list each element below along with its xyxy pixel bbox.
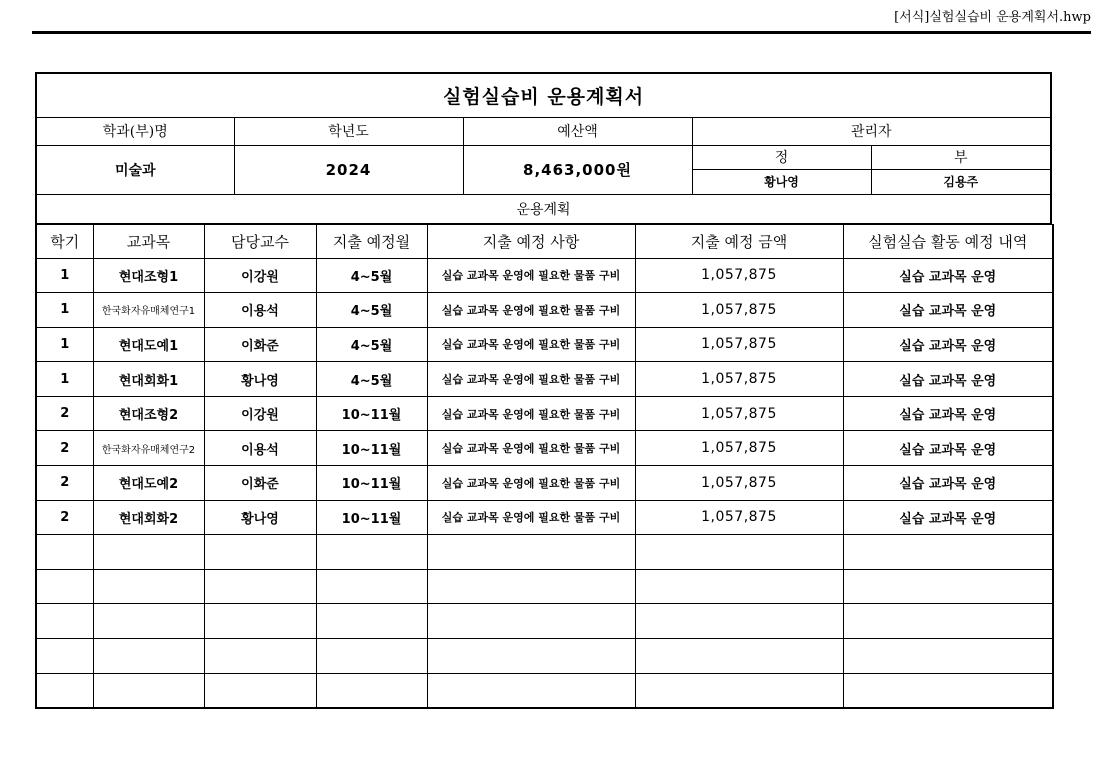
semester-cell: 2 <box>36 466 93 501</box>
empty-cell <box>316 569 427 604</box>
year-label: 학년도 <box>234 117 463 145</box>
empty-cell <box>843 604 1053 639</box>
table-row <box>36 293 1053 328</box>
column-header: 지출 예정 사항 <box>427 224 635 258</box>
empty-cell <box>93 604 204 639</box>
month-cell: 10~11월 <box>316 396 427 431</box>
activity-cell: 실습 교과목 운영 <box>843 396 1053 431</box>
item-cell: 실습 교과목 운영에 필요한 물품 구비 <box>427 396 635 431</box>
empty-cell <box>36 535 93 570</box>
amount-cell: 1,057,875 <box>635 396 843 431</box>
table-row <box>36 362 1053 397</box>
amount-cell: 1,057,875 <box>635 258 843 293</box>
empty-cell <box>635 569 843 604</box>
plan-table <box>35 224 1054 709</box>
semester-cell: 2 <box>36 500 93 535</box>
professor-cell: 이강원 <box>204 396 316 431</box>
empty-cell <box>427 569 635 604</box>
empty-cell <box>427 535 635 570</box>
top-rule <box>32 31 1091 34</box>
empty-table-row <box>36 673 1053 708</box>
professor-cell: 이강원 <box>204 258 316 293</box>
item-cell: 실습 교과목 운영에 필요한 물품 구비 <box>427 431 635 466</box>
table-row <box>36 466 1053 501</box>
empty-cell <box>635 535 843 570</box>
empty-cell <box>316 604 427 639</box>
amount-cell: 1,057,875 <box>635 293 843 328</box>
amount-cell: 1,057,875 <box>635 500 843 535</box>
amount-cell: 1,057,875 <box>635 431 843 466</box>
item-cell: 실습 교과목 운영에 필요한 물품 구비 <box>427 258 635 293</box>
empty-table-row <box>36 604 1053 639</box>
subject-cell: 현대회화1 <box>93 362 204 397</box>
activity-cell: 실습 교과목 운영 <box>843 431 1053 466</box>
primary-manager-label: 정 <box>692 145 871 169</box>
empty-table-row <box>36 569 1053 604</box>
item-cell: 실습 교과목 운영에 필요한 물품 구비 <box>427 327 635 362</box>
secondary-manager-label: 부 <box>871 145 1051 169</box>
empty-cell <box>204 569 316 604</box>
empty-cell <box>36 569 93 604</box>
month-cell: 4~5월 <box>316 293 427 328</box>
amount-cell: 1,057,875 <box>635 327 843 362</box>
empty-cell <box>93 535 204 570</box>
subject-cell: 현대조형1 <box>93 258 204 293</box>
month-cell: 4~5월 <box>316 362 427 397</box>
empty-cell <box>427 673 635 708</box>
item-cell: 실습 교과목 운영에 필요한 물품 구비 <box>427 362 635 397</box>
month-cell: 10~11월 <box>316 500 427 535</box>
professor-cell: 이화준 <box>204 327 316 362</box>
empty-cell <box>316 639 427 674</box>
professor-cell: 이화준 <box>204 466 316 501</box>
department-label: 학과(부)명 <box>36 117 234 145</box>
amount-cell: 1,057,875 <box>635 466 843 501</box>
budget-label: 예산액 <box>463 117 692 145</box>
manager-label: 관리자 <box>692 117 1051 145</box>
empty-table-row <box>36 535 1053 570</box>
activity-cell: 실습 교과목 운영 <box>843 466 1053 501</box>
empty-cell <box>316 673 427 708</box>
column-header: 실험실습 활동 예정 내역 <box>843 224 1053 258</box>
item-cell: 실습 교과목 운영에 필요한 물품 구비 <box>427 466 635 501</box>
empty-cell <box>843 673 1053 708</box>
table-row <box>36 431 1053 466</box>
empty-cell <box>93 673 204 708</box>
item-cell: 실습 교과목 운영에 필요한 물품 구비 <box>427 293 635 328</box>
empty-cell <box>204 535 316 570</box>
header-table <box>35 72 1052 224</box>
table-row <box>36 327 1053 362</box>
activity-cell: 실습 교과목 운영 <box>843 293 1053 328</box>
primary-manager-value: 황나영 <box>692 169 871 194</box>
empty-cell <box>843 535 1053 570</box>
month-cell: 10~11월 <box>316 466 427 501</box>
subject-cell: 한국화자유매체연구1 <box>93 293 204 328</box>
semester-cell: 2 <box>36 396 93 431</box>
empty-cell <box>635 604 843 639</box>
semester-cell: 1 <box>36 362 93 397</box>
empty-table-row <box>36 639 1053 674</box>
empty-cell <box>93 569 204 604</box>
semester-cell: 1 <box>36 327 93 362</box>
table-row <box>36 258 1053 293</box>
activity-cell: 실습 교과목 운영 <box>843 362 1053 397</box>
subject-cell: 현대조형2 <box>93 396 204 431</box>
column-header: 학기 <box>36 224 93 258</box>
empty-cell <box>635 639 843 674</box>
item-cell: 실습 교과목 운영에 필요한 물품 구비 <box>427 500 635 535</box>
subject-cell: 현대도예1 <box>93 327 204 362</box>
month-cell: 10~11월 <box>316 431 427 466</box>
budget-value: 8,463,000원 <box>463 145 692 194</box>
empty-cell <box>204 604 316 639</box>
semester-cell: 1 <box>36 293 93 328</box>
empty-cell <box>843 569 1053 604</box>
table-row <box>36 396 1053 431</box>
empty-cell <box>36 673 93 708</box>
semester-cell: 2 <box>36 431 93 466</box>
document-file-label: [서식]실험실습비 운용계획서.hwp <box>894 10 1091 25</box>
empty-cell <box>204 673 316 708</box>
empty-cell <box>635 673 843 708</box>
month-cell: 4~5월 <box>316 327 427 362</box>
form-title: 실험실습비 운용계획서 <box>36 73 1051 117</box>
professor-cell: 황나영 <box>204 500 316 535</box>
professor-cell: 이용석 <box>204 431 316 466</box>
year-value: 2024 <box>234 145 463 194</box>
table-row <box>36 500 1053 535</box>
semester-cell: 1 <box>36 258 93 293</box>
professor-cell: 황나영 <box>204 362 316 397</box>
activity-cell: 실습 교과목 운영 <box>843 258 1053 293</box>
empty-cell <box>316 535 427 570</box>
amount-cell: 1,057,875 <box>635 362 843 397</box>
activity-cell: 실습 교과목 운영 <box>843 327 1053 362</box>
empty-cell <box>427 604 635 639</box>
empty-cell <box>93 639 204 674</box>
empty-cell <box>204 639 316 674</box>
empty-cell <box>36 639 93 674</box>
activity-cell: 실습 교과목 운영 <box>843 500 1053 535</box>
subject-cell: 현대회화2 <box>93 500 204 535</box>
empty-cell <box>843 639 1053 674</box>
subject-cell: 한국화자유매체연구2 <box>93 431 204 466</box>
empty-cell <box>427 639 635 674</box>
professor-cell: 이용석 <box>204 293 316 328</box>
plan-form <box>35 72 1052 709</box>
department-value: 미술과 <box>36 145 234 194</box>
column-header: 담당교수 <box>204 224 316 258</box>
empty-cell <box>36 604 93 639</box>
section-title: 운용계획 <box>36 194 1051 223</box>
column-header: 교과목 <box>93 224 204 258</box>
column-header: 지출 예정 금액 <box>635 224 843 258</box>
column-header: 지출 예정월 <box>316 224 427 258</box>
secondary-manager-value: 김용주 <box>871 169 1051 194</box>
subject-cell: 현대도예2 <box>93 466 204 501</box>
month-cell: 4~5월 <box>316 258 427 293</box>
